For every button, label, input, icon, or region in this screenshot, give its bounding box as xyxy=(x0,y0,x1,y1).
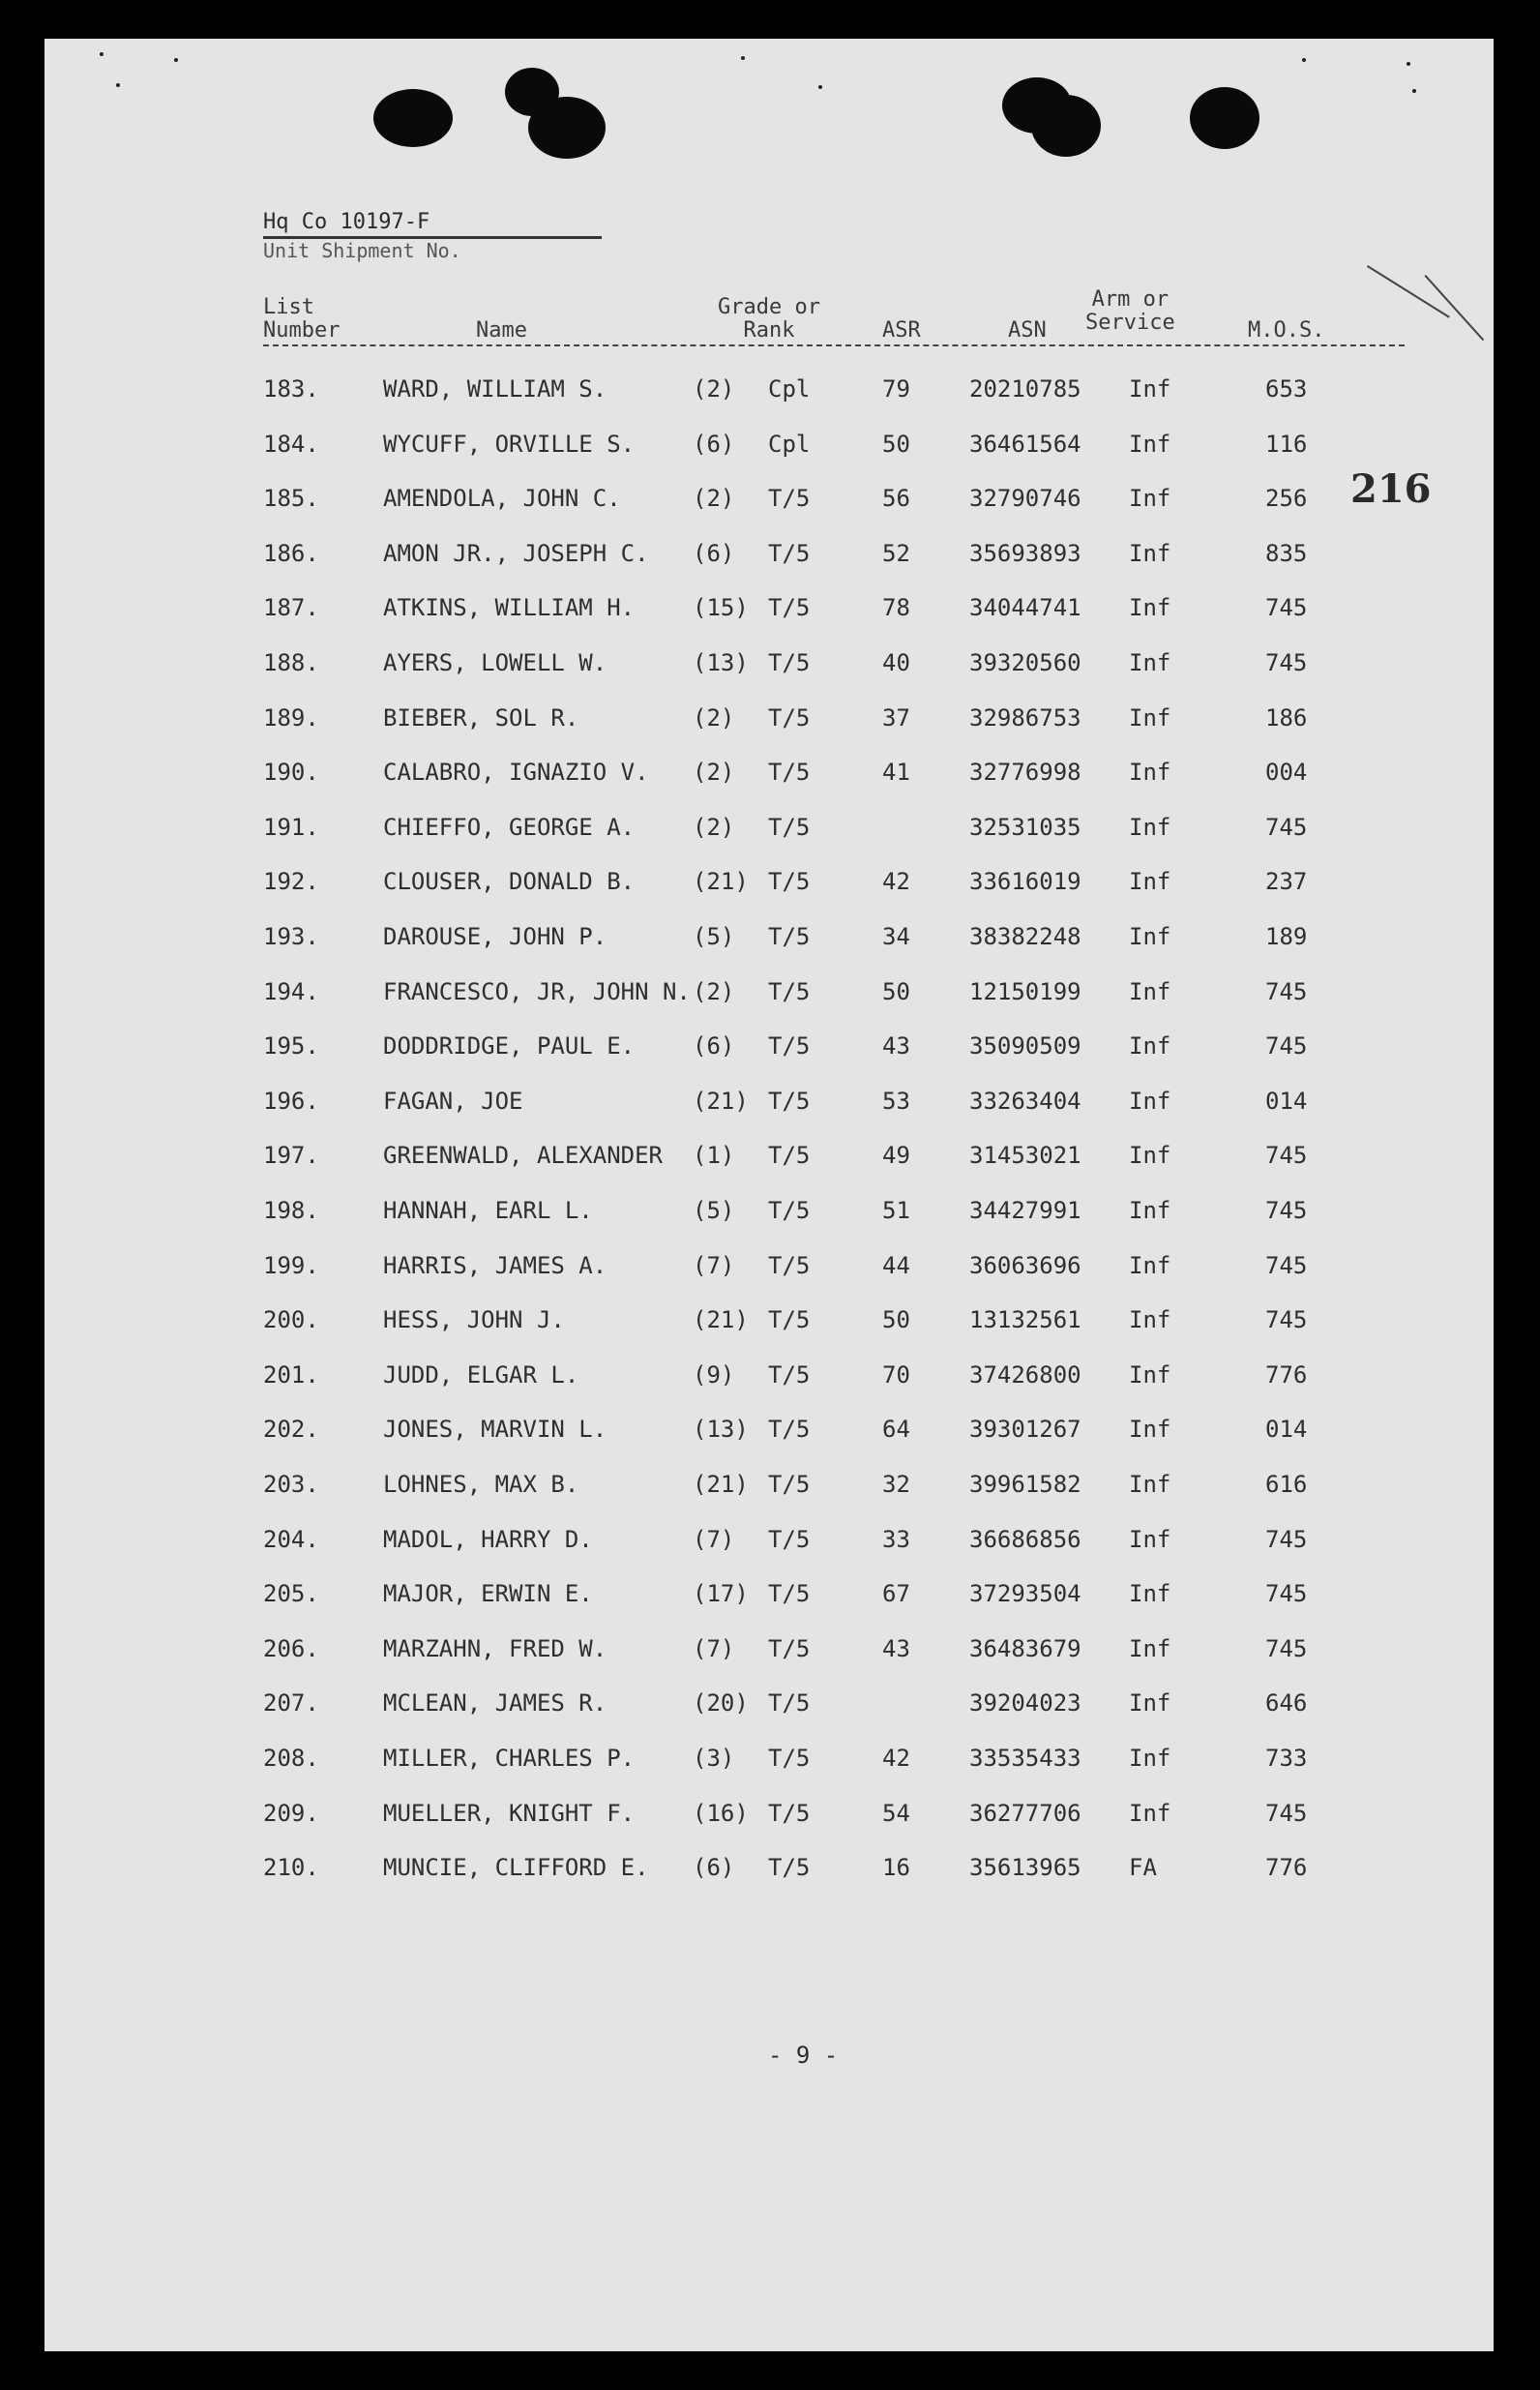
table-row xyxy=(44,534,1494,573)
name-cell: WARD, WILLIAM S. xyxy=(383,375,607,403)
asr-cell: 64 xyxy=(882,1416,910,1444)
table-row xyxy=(44,1082,1494,1120)
document-page xyxy=(44,39,1494,2351)
asn-cell: 33535433 xyxy=(969,1745,1081,1772)
name-cell: MILLER, CHARLES P. xyxy=(383,1745,636,1772)
asr-cell: 53 xyxy=(882,1087,910,1115)
grade-cell: (17) xyxy=(693,1580,749,1608)
asn-cell: 32986753 xyxy=(969,703,1081,732)
asr-cell: 67 xyxy=(882,1580,910,1608)
name-cell: CLOUSER, DONALD B. xyxy=(383,868,636,896)
asn-cell: 13132561 xyxy=(969,1306,1081,1334)
grade-cell: (6) xyxy=(693,1854,735,1882)
name-cell: ATKINS, WILLIAM H. xyxy=(383,594,636,622)
asr-cell: 52 xyxy=(882,539,910,567)
asr-cell: 56 xyxy=(882,485,910,513)
list-number-cell: 185. xyxy=(263,485,319,513)
list-number-cell: 201. xyxy=(263,1360,319,1389)
list-number-cell: 205. xyxy=(263,1580,319,1608)
rank-cell: T/5 xyxy=(768,1854,811,1882)
name-cell: MARZAHN, FRED W. xyxy=(383,1634,607,1662)
asr-cell: 50 xyxy=(882,977,910,1005)
rank-cell: T/5 xyxy=(768,1799,811,1827)
rank-cell: Cpl xyxy=(768,375,811,403)
rank-cell: T/5 xyxy=(768,1416,811,1444)
list-number-cell: 193. xyxy=(263,923,319,950)
mos-cell: 776 xyxy=(1265,1360,1308,1389)
mos-cell: 776 xyxy=(1265,1854,1308,1882)
unit-shipment-header xyxy=(263,211,602,263)
rank-cell: T/5 xyxy=(768,923,811,950)
asn-cell: 33263404 xyxy=(969,1087,1081,1115)
asn-cell: 39320560 xyxy=(969,649,1081,676)
name-cell: MAJOR, ERWIN E. xyxy=(383,1580,593,1608)
asr-cell: 42 xyxy=(882,1745,910,1772)
asr-cell: 43 xyxy=(882,1032,910,1061)
list-number-cell: 206. xyxy=(263,1634,319,1662)
mos-cell: 745 xyxy=(1265,813,1308,841)
asr-cell: 54 xyxy=(882,1799,910,1827)
arm-service-cell: Inf xyxy=(1129,649,1171,676)
table-row xyxy=(44,1794,1494,1833)
asn-cell: 34427991 xyxy=(969,1197,1081,1224)
rank-cell: T/5 xyxy=(768,703,811,732)
grade-cell: (16) xyxy=(693,1799,749,1827)
binder-hole xyxy=(1031,95,1101,157)
mos-cell: 189 xyxy=(1265,923,1308,950)
grade-cell: (6) xyxy=(693,430,735,458)
table-row xyxy=(44,1356,1494,1394)
grade-cell: (2) xyxy=(693,759,735,787)
name-cell: LOHNES, MAX B. xyxy=(383,1471,579,1498)
name-cell: FAGAN, JOE xyxy=(383,1087,523,1115)
arm-service-cell: Inf xyxy=(1129,430,1171,458)
arm-service-cell: Inf xyxy=(1129,485,1171,513)
name-cell: HARRIS, JAMES A. xyxy=(383,1251,607,1279)
rank-cell: T/5 xyxy=(768,1745,811,1772)
name-cell: DODDRIDGE, PAUL E. xyxy=(383,1032,636,1061)
asr-cell: 37 xyxy=(882,703,910,732)
column-header-asn: ASN xyxy=(1008,318,1047,343)
arm-service-cell: Inf xyxy=(1129,1689,1171,1718)
asn-cell: 34044741 xyxy=(969,594,1081,622)
arm-service-cell: Inf xyxy=(1129,1799,1171,1827)
asn-cell: 37293504 xyxy=(969,1580,1081,1608)
asn-cell: 37426800 xyxy=(969,1360,1081,1389)
table-row xyxy=(44,753,1494,792)
grade-cell: (1) xyxy=(693,1142,735,1170)
grade-cell: (13) xyxy=(693,649,749,676)
asr-cell: 33 xyxy=(882,1525,910,1553)
list-number-cell: 188. xyxy=(263,649,319,676)
rank-cell: T/5 xyxy=(768,1251,811,1279)
arm-service-cell: Inf xyxy=(1129,813,1171,841)
table-row xyxy=(44,808,1494,847)
arm-service-cell: Inf xyxy=(1129,1087,1171,1115)
mos-cell: 186 xyxy=(1265,703,1308,732)
table-row xyxy=(44,1027,1494,1065)
asr-cell: 49 xyxy=(882,1142,910,1170)
grade-cell: (21) xyxy=(693,1087,749,1115)
name-cell: CHIEFFO, GEORGE A. xyxy=(383,813,636,841)
asr-cell: 79 xyxy=(882,375,910,403)
arm-service-cell: Inf xyxy=(1129,1745,1171,1772)
asn-cell: 32776998 xyxy=(969,759,1081,787)
rank-cell: T/5 xyxy=(768,539,811,567)
mos-cell: 745 xyxy=(1265,594,1308,622)
list-number-cell: 196. xyxy=(263,1087,319,1115)
list-number-cell: 184. xyxy=(263,430,319,458)
mos-cell: 256 xyxy=(1265,485,1308,513)
rank-cell: T/5 xyxy=(768,1306,811,1334)
arm-service-cell: Inf xyxy=(1129,1525,1171,1553)
asn-cell: 39301267 xyxy=(969,1416,1081,1444)
asn-cell: 36461564 xyxy=(969,430,1081,458)
name-cell: HANNAH, EARL L. xyxy=(383,1197,593,1224)
asn-cell: 36063696 xyxy=(969,1251,1081,1279)
grade-cell: (2) xyxy=(693,703,735,732)
table-row xyxy=(44,1739,1494,1778)
table-row xyxy=(44,1465,1494,1504)
mos-cell: 745 xyxy=(1265,1251,1308,1279)
table-row xyxy=(44,972,1494,1011)
name-cell: AMON JR., JOSEPH C. xyxy=(383,539,649,567)
mos-cell: 835 xyxy=(1265,539,1308,567)
column-header-arm-service: Arm or Service xyxy=(1085,287,1175,335)
asn-cell: 33616019 xyxy=(969,868,1081,896)
list-number-cell: 183. xyxy=(263,375,319,403)
table-row xyxy=(44,1300,1494,1339)
column-header-asr: ASR xyxy=(882,318,921,343)
mos-cell: 745 xyxy=(1265,1306,1308,1334)
list-number-cell: 191. xyxy=(263,813,319,841)
column-header-mos: M.O.S. xyxy=(1248,318,1325,343)
table-row xyxy=(44,370,1494,408)
list-number-cell: 189. xyxy=(263,703,319,732)
name-cell: GREENWALD, ALEXANDER xyxy=(383,1142,663,1170)
list-number-cell: 203. xyxy=(263,1471,319,1498)
binder-hole xyxy=(373,89,453,147)
name-cell: MADOL, HARRY D. xyxy=(383,1525,593,1553)
asn-cell: 31453021 xyxy=(969,1142,1081,1170)
mos-cell: 745 xyxy=(1265,1799,1308,1827)
mos-cell: 745 xyxy=(1265,649,1308,676)
list-number-cell: 192. xyxy=(263,868,319,896)
table-row xyxy=(44,917,1494,956)
mos-cell: 733 xyxy=(1265,1745,1308,1772)
binder-hole xyxy=(528,97,606,159)
mos-cell: 237 xyxy=(1265,868,1308,896)
table-row xyxy=(44,643,1494,682)
asr-cell: 70 xyxy=(882,1360,910,1389)
grade-cell: (21) xyxy=(693,1471,749,1498)
asn-cell: 39961582 xyxy=(969,1471,1081,1498)
mos-cell: 745 xyxy=(1265,1032,1308,1061)
asn-cell: 20210785 xyxy=(969,375,1081,403)
rank-cell: T/5 xyxy=(768,485,811,513)
table-row xyxy=(44,1520,1494,1559)
list-number-cell: 208. xyxy=(263,1745,319,1772)
grade-cell: (5) xyxy=(693,1197,735,1224)
name-cell: CALABRO, IGNAZIO V. xyxy=(383,759,649,787)
asr-cell: 44 xyxy=(882,1251,910,1279)
page-number: - 9 - xyxy=(768,2042,839,2069)
arm-service-cell: Inf xyxy=(1129,977,1171,1005)
arm-service-cell: Inf xyxy=(1129,375,1171,403)
arm-service-cell: Inf xyxy=(1129,759,1171,787)
asn-cell: 32790746 xyxy=(969,485,1081,513)
table-row xyxy=(44,479,1494,518)
mos-cell: 014 xyxy=(1265,1087,1308,1115)
asn-cell: 36277706 xyxy=(969,1799,1081,1827)
rank-cell: T/5 xyxy=(768,813,811,841)
name-cell: AYERS, LOWELL W. xyxy=(383,649,607,676)
list-number-cell: 195. xyxy=(263,1032,319,1061)
mos-cell: 745 xyxy=(1265,1525,1308,1553)
asn-cell: 35613965 xyxy=(969,1854,1081,1882)
header-rule xyxy=(263,344,1405,346)
asn-cell: 35090509 xyxy=(969,1032,1081,1061)
rank-cell: T/5 xyxy=(768,1032,811,1061)
name-cell: BIEBER, SOL R. xyxy=(383,703,579,732)
name-cell: WYCUFF, ORVILLE S. xyxy=(383,430,636,458)
grade-cell: (2) xyxy=(693,977,735,1005)
asn-cell: 39204023 xyxy=(969,1689,1081,1718)
grade-cell: (2) xyxy=(693,485,735,513)
mos-cell: 014 xyxy=(1265,1416,1308,1444)
list-number-cell: 194. xyxy=(263,977,319,1005)
arm-service-cell: Inf xyxy=(1129,1032,1171,1061)
grade-cell: (2) xyxy=(693,375,735,403)
arm-service-cell: Inf xyxy=(1129,1360,1171,1389)
list-number-cell: 198. xyxy=(263,1197,319,1224)
column-header-list-number: List Number xyxy=(263,295,341,343)
table-row xyxy=(44,862,1494,901)
asr-cell: 51 xyxy=(882,1197,910,1224)
table-row xyxy=(44,1629,1494,1668)
rank-cell: Cpl xyxy=(768,430,811,458)
rank-cell: T/5 xyxy=(768,977,811,1005)
name-cell: MUELLER, KNIGHT F. xyxy=(383,1799,636,1827)
mos-cell: 116 xyxy=(1265,430,1308,458)
grade-cell: (21) xyxy=(693,868,749,896)
grade-cell: (6) xyxy=(693,1032,735,1061)
list-number-cell: 207. xyxy=(263,1689,319,1718)
grade-cell: (3) xyxy=(693,1745,735,1772)
list-number-cell: 187. xyxy=(263,594,319,622)
asr-cell: 43 xyxy=(882,1634,910,1662)
asr-cell: 50 xyxy=(882,430,910,458)
asr-cell: 41 xyxy=(882,759,910,787)
rank-cell: T/5 xyxy=(768,594,811,622)
asr-cell: 50 xyxy=(882,1306,910,1334)
name-cell: MCLEAN, JAMES R. xyxy=(383,1689,607,1718)
asr-cell: 42 xyxy=(882,868,910,896)
table-row xyxy=(44,588,1494,627)
mos-cell: 004 xyxy=(1265,759,1308,787)
rank-cell: T/5 xyxy=(768,1689,811,1718)
table-row xyxy=(44,1684,1494,1722)
arm-service-cell: Inf xyxy=(1129,1416,1171,1444)
arm-service-cell: Inf xyxy=(1129,1471,1171,1498)
table-row xyxy=(44,699,1494,737)
unit-shipment-label: Unit Shipment No. xyxy=(263,239,461,262)
rank-cell: T/5 xyxy=(768,1142,811,1170)
asr-cell: 34 xyxy=(882,923,910,950)
table-row xyxy=(44,1848,1494,1887)
rank-cell: T/5 xyxy=(768,1197,811,1224)
list-number-cell: 210. xyxy=(263,1854,319,1882)
name-cell: JUDD, ELGAR L. xyxy=(383,1360,579,1389)
list-number-cell: 190. xyxy=(263,759,319,787)
name-cell: HESS, JOHN J. xyxy=(383,1306,565,1334)
grade-cell: (13) xyxy=(693,1416,749,1444)
arm-service-cell: Inf xyxy=(1129,1306,1171,1334)
rank-cell: T/5 xyxy=(768,649,811,676)
list-number-cell: 186. xyxy=(263,539,319,567)
column-header-grade-rank: Grade or Rank xyxy=(718,295,820,343)
mos-cell: 653 xyxy=(1265,375,1308,403)
arm-service-cell: FA xyxy=(1129,1854,1157,1882)
mos-cell: 745 xyxy=(1265,1197,1308,1224)
rank-cell: T/5 xyxy=(768,868,811,896)
grade-cell: (21) xyxy=(693,1306,749,1334)
asn-cell: 36483679 xyxy=(969,1634,1081,1662)
name-cell: FRANCESCO, JR, JOHN N. xyxy=(383,977,691,1005)
table-row xyxy=(44,1191,1494,1230)
grade-cell: (7) xyxy=(693,1525,735,1553)
table-row xyxy=(44,1246,1494,1285)
grade-cell: (6) xyxy=(693,539,735,567)
rank-cell: T/5 xyxy=(768,1087,811,1115)
binder-hole xyxy=(1190,87,1259,149)
rank-cell: T/5 xyxy=(768,1525,811,1553)
list-number-cell: 199. xyxy=(263,1251,319,1279)
arm-service-cell: Inf xyxy=(1129,703,1171,732)
list-number-cell: 197. xyxy=(263,1142,319,1170)
asn-cell: 36686856 xyxy=(969,1525,1081,1553)
name-cell: AMENDOLA, JOHN C. xyxy=(383,485,621,513)
arm-service-cell: Inf xyxy=(1129,1251,1171,1279)
asn-cell: 12150199 xyxy=(969,977,1081,1005)
grade-cell: (5) xyxy=(693,923,735,950)
name-cell: JONES, MARVIN L. xyxy=(383,1416,607,1444)
unit-shipment-value: Hq Co 10197-F xyxy=(263,210,430,234)
mos-cell: 646 xyxy=(1265,1689,1308,1718)
arm-service-cell: Inf xyxy=(1129,1634,1171,1662)
table-row xyxy=(44,425,1494,463)
mos-cell: 745 xyxy=(1265,1580,1308,1608)
table-row xyxy=(44,1136,1494,1175)
rank-cell: T/5 xyxy=(768,759,811,787)
arm-service-cell: Inf xyxy=(1129,1580,1171,1608)
list-number-cell: 204. xyxy=(263,1525,319,1553)
mos-cell: 616 xyxy=(1265,1471,1308,1498)
arm-service-cell: Inf xyxy=(1129,868,1171,896)
corner-mark xyxy=(1367,265,1450,318)
asr-cell: 40 xyxy=(882,649,910,676)
grade-cell: (9) xyxy=(693,1360,735,1389)
rank-cell: T/5 xyxy=(768,1580,811,1608)
mos-cell: 745 xyxy=(1265,977,1308,1005)
asn-cell: 35693893 xyxy=(969,539,1081,567)
asr-cell: 16 xyxy=(882,1854,910,1882)
table-row xyxy=(44,1410,1494,1449)
mos-cell: 745 xyxy=(1265,1142,1308,1170)
rank-cell: T/5 xyxy=(768,1634,811,1662)
grade-cell: (20) xyxy=(693,1689,749,1718)
name-cell: MUNCIE, CLIFFORD E. xyxy=(383,1854,649,1882)
name-cell: DAROUSE, JOHN P. xyxy=(383,923,607,950)
arm-service-cell: Inf xyxy=(1129,594,1171,622)
list-number-cell: 200. xyxy=(263,1306,319,1334)
list-number-cell: 202. xyxy=(263,1416,319,1444)
arm-service-cell: Inf xyxy=(1129,539,1171,567)
table-row xyxy=(44,1574,1494,1613)
mos-cell: 745 xyxy=(1265,1634,1308,1662)
asr-cell: 78 xyxy=(882,594,910,622)
rank-cell: T/5 xyxy=(768,1471,811,1498)
grade-cell: (15) xyxy=(693,594,749,622)
arm-service-cell: Inf xyxy=(1129,923,1171,950)
grade-cell: (7) xyxy=(693,1634,735,1662)
page-stamp-number: 216 xyxy=(1350,466,1432,512)
grade-cell: (2) xyxy=(693,813,735,841)
arm-service-cell: Inf xyxy=(1129,1197,1171,1224)
rank-cell: T/5 xyxy=(768,1360,811,1389)
asn-cell: 32531035 xyxy=(969,813,1081,841)
asn-cell: 38382248 xyxy=(969,923,1081,950)
list-number-cell: 209. xyxy=(263,1799,319,1827)
arm-service-cell: Inf xyxy=(1129,1142,1171,1170)
grade-cell: (7) xyxy=(693,1251,735,1279)
asr-cell: 32 xyxy=(882,1471,910,1498)
column-header-name: Name xyxy=(476,318,527,343)
